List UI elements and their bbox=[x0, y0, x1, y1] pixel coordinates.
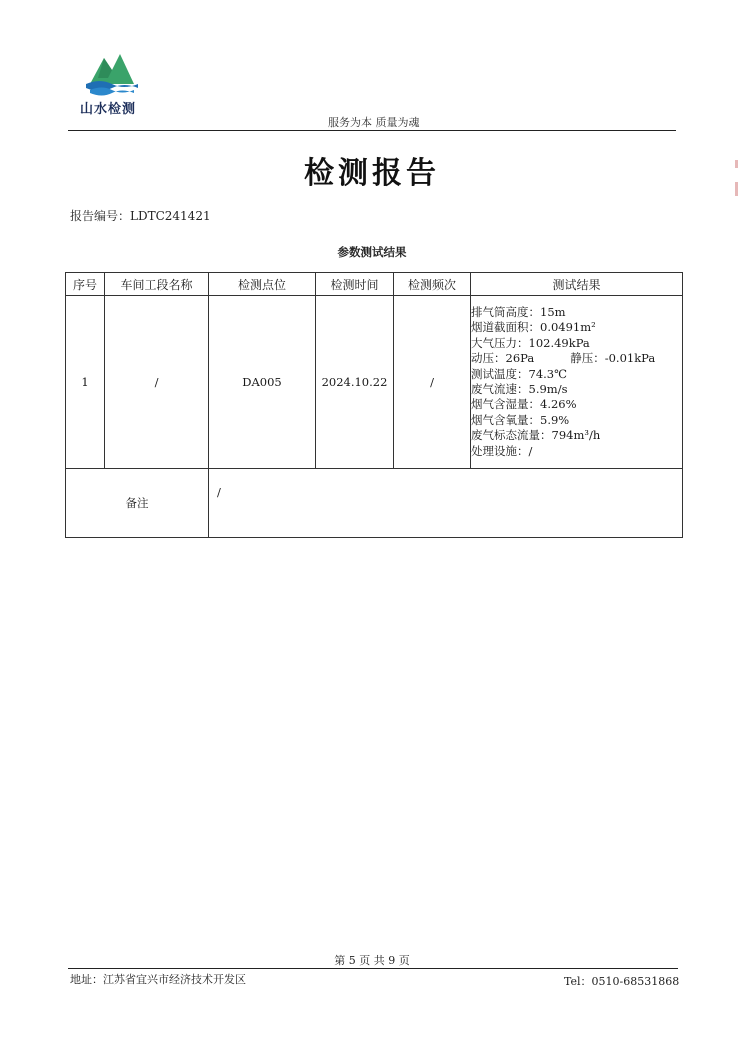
results-table bbox=[65, 272, 683, 538]
brand-name: 山水检测 bbox=[80, 102, 137, 117]
header-section: 车间工段名称 bbox=[105, 273, 209, 296]
header-frequency: 检测频次 bbox=[394, 273, 471, 296]
result-static-pressure: 静压：-0.01kPa bbox=[570, 351, 656, 366]
cell-time: 2024.10.22 bbox=[316, 296, 394, 469]
cell-no: 1 bbox=[66, 296, 105, 469]
result-atm-pressure: 大气压力：102.49kPa bbox=[471, 335, 590, 350]
remark-label: 备注 bbox=[66, 469, 209, 538]
result-standard-flow: 废气标态流量：794m³/h bbox=[471, 428, 601, 443]
result-flow-velocity: 废气流速：5.9m/s bbox=[471, 382, 568, 396]
table-title: 参数测试结果 bbox=[337, 245, 407, 259]
cell-results bbox=[471, 296, 683, 469]
footer-address: 地址：江苏省宜兴市经济技术开发区 bbox=[70, 973, 246, 986]
result-flue-area: 烟道截面积：0.0491m² bbox=[471, 320, 596, 335]
header-point: 检测点位 bbox=[209, 273, 316, 296]
remark-value: / bbox=[209, 469, 683, 538]
cell-frequency: / bbox=[394, 296, 471, 469]
result-stack-height: 排气筒高度：15m bbox=[471, 304, 566, 319]
result-temperature: 测试温度：74.3℃ bbox=[471, 366, 567, 381]
page-number: 第 5 页 共 9 页 bbox=[334, 954, 410, 967]
header-no: 序号 bbox=[66, 273, 105, 296]
result-moisture: 烟气含湿量：4.26% bbox=[471, 397, 577, 412]
header-time: 检测时间 bbox=[316, 273, 394, 296]
footer-divider bbox=[68, 968, 678, 969]
remark-row bbox=[66, 469, 683, 538]
header-divider bbox=[68, 130, 676, 131]
result-oxygen: 烟气含氧量：5.9% bbox=[471, 412, 570, 427]
cell-section: / bbox=[105, 296, 209, 469]
page-title: 检测报告 bbox=[304, 156, 440, 191]
header-results: 测试结果 bbox=[471, 273, 683, 296]
edge-stamp-mark bbox=[735, 182, 738, 196]
result-treatment: 处理设施：/ bbox=[471, 443, 533, 458]
cell-point: DA005 bbox=[209, 296, 316, 469]
result-dynamic-pressure: 动压：26Pa bbox=[471, 351, 535, 366]
result-pressure-line bbox=[471, 351, 682, 366]
slogan: 服务为本 质量为魂 bbox=[328, 116, 420, 129]
edge-stamp-mark bbox=[735, 160, 738, 168]
table-header-row bbox=[66, 273, 683, 296]
report-number: 报告编号：LDTC241421 bbox=[70, 209, 211, 223]
table-row bbox=[66, 296, 683, 469]
footer-tel: Tel：0510-68531868 bbox=[564, 975, 680, 988]
